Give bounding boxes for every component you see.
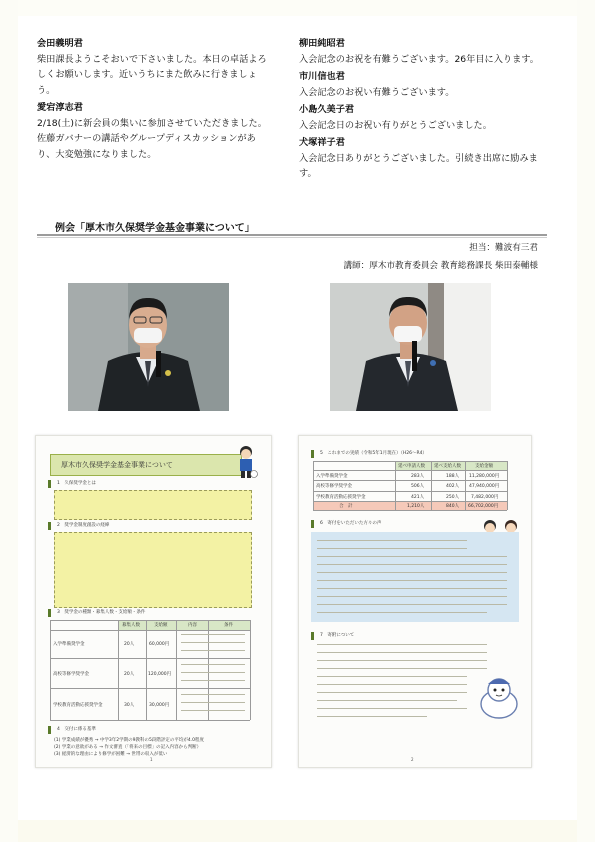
text-line: [317, 708, 467, 709]
table-line: [313, 480, 507, 481]
handout-section-heading: 5 これまでの実績（令和5年1月現在）（H26～R4）: [311, 450, 427, 458]
page-number: 1: [150, 757, 153, 762]
city-mascot-illustration: [477, 674, 521, 720]
page-number: 2: [411, 757, 414, 762]
mascot-illustration: [234, 444, 258, 480]
table-line: [465, 461, 466, 510]
table-header: 延べ申請人数: [398, 464, 425, 469]
member-name: 愛宕淳志君: [37, 102, 83, 113]
member-message: 2/18(土)に新会員の集いに参加させていただきました。佐藤ガバナーの講話やグループディスカッションがあり、大変勉強になりました。: [37, 117, 267, 160]
speaker-photo-2: [330, 283, 491, 411]
results-cell: 840人: [446, 504, 460, 509]
member-name: 市川信也君: [299, 71, 345, 82]
handout-section-heading: 2 奨学金制度創設の経緯: [48, 522, 109, 530]
text-line: [317, 700, 457, 701]
table-line: [313, 461, 314, 510]
text-line: [317, 604, 507, 605]
handout-section-heading: 6 寄付をいただいた方々の声: [311, 520, 381, 528]
results-cell: 506人: [411, 484, 425, 489]
text-line: [317, 596, 507, 597]
table-line: [507, 461, 508, 510]
results-cell: 402人: [446, 484, 460, 489]
results-cell: 421人: [411, 495, 425, 500]
table-line: [313, 470, 507, 471]
table-line: [50, 630, 250, 631]
text-line: [181, 694, 245, 695]
messages-right-column: [299, 36, 539, 184]
table-cell: 入学準備奨学金: [53, 642, 85, 647]
text-line: [181, 634, 245, 635]
table-line: [431, 461, 432, 510]
section-title: 例会「厚木市久保奨学金基金事業について」: [55, 223, 255, 234]
table-cell: 学校教育活動応援奨学金: [53, 703, 103, 708]
table-line: [50, 620, 250, 621]
table-line: [313, 501, 507, 502]
text-line: [317, 548, 467, 549]
criteria-line: (1) 学業成績が優秀 → 中学3年2学期の9教科の5段階評定の平均が4.0程度: [54, 738, 205, 743]
text-line: [181, 702, 245, 703]
text-line: [317, 676, 467, 677]
criteria-line: (3) 経済的な理由により修学が困難 → 世帯の収入が低い: [54, 752, 168, 757]
table-header: 支給金額: [475, 464, 493, 469]
table-line: [313, 510, 507, 511]
text-line: [317, 660, 487, 661]
highlight-box: [54, 490, 252, 520]
results-cell: 283人: [411, 474, 425, 479]
member-message: 柴田課長ようこそおいで下さいました。本日の卓話よろしくお願いします。近いうちにまた飲みに行きましょう。: [37, 53, 267, 96]
table-line: [313, 491, 507, 492]
text-line: [317, 572, 507, 573]
table-header: 条件: [224, 623, 233, 628]
text-line: [181, 642, 245, 643]
heading-rule: [37, 234, 547, 236]
results-cell: 学校教育活動応援奨学金: [316, 495, 366, 500]
member-name: 柳田純昭君: [299, 38, 345, 49]
member-name: 犬塚祥子君: [299, 137, 345, 148]
table-line: [50, 658, 250, 659]
table-line: [50, 620, 51, 720]
section-heading: [37, 218, 540, 236]
text-line: [317, 668, 487, 669]
text-line: [181, 664, 245, 665]
results-cell: 7,482,000円: [471, 495, 499, 500]
results-cell: 入学準備奨学金: [316, 474, 348, 479]
handout-page-1: [35, 435, 272, 768]
criteria-line: (2) 学業の意欲がある → 作文審査（「将来の目標」の記入内容から判断）: [54, 745, 202, 750]
table-header: 支給額: [154, 623, 168, 628]
handout-title: 厚木市久保奨学金基金事業について: [50, 454, 242, 476]
table-cell: 20人: [124, 642, 135, 647]
testimonial-box: [311, 532, 519, 622]
page-edge-bottom: [0, 820, 595, 842]
table-cell: 120,000円: [148, 672, 172, 677]
page-edge-top: [0, 0, 595, 16]
member-name: 会田義明君: [37, 38, 83, 49]
text-line: [317, 652, 487, 653]
table-line: [50, 688, 250, 689]
speaker-figure-2: [330, 283, 491, 411]
member-name: 小島久美子君: [299, 104, 355, 115]
member-message: 入会記念日のお祝い有りがとうございました。: [299, 119, 492, 131]
table-line: [118, 620, 119, 720]
handout-section-heading: 7 寄附について: [311, 632, 354, 640]
highlight-box: [54, 532, 252, 608]
table-line: [176, 620, 177, 720]
text-line: [181, 650, 245, 651]
text-line: [317, 556, 507, 557]
table-line: [208, 620, 209, 720]
text-line: [181, 672, 245, 673]
table-line: [313, 461, 507, 462]
table-header: 延べ支給人数: [434, 464, 461, 469]
text-line: [317, 684, 467, 685]
table-line: [395, 461, 396, 510]
text-line: [181, 680, 245, 681]
table-cell: 30,000円: [149, 703, 170, 708]
text-line: [317, 564, 507, 565]
table-cell: 30人: [124, 703, 135, 708]
results-cell: 47,940,000円: [469, 484, 500, 489]
handout-section-heading: 1 久保奨学金とは: [48, 480, 96, 488]
speaker-photo-1: [68, 283, 229, 411]
member-message: 入会記念のお祝い有難うございます。: [299, 86, 455, 98]
handout-page-2: [298, 435, 532, 768]
table-cell: 60,000円: [149, 642, 170, 647]
text-line: [317, 540, 467, 541]
text-line: [317, 612, 487, 613]
text-line: [317, 580, 507, 581]
table-line: [50, 720, 250, 721]
results-cell: 1,210人: [407, 504, 425, 509]
table-header: 内容: [188, 623, 197, 628]
heading-rule-thin: [37, 237, 547, 238]
results-cell: 66,702,000円: [468, 504, 499, 509]
page-edge-left: [0, 0, 18, 842]
results-cell: 高校等修学奨学金: [316, 484, 352, 489]
text-line: [317, 588, 507, 589]
handout-section-heading: 4 交付に係る基準: [48, 726, 96, 734]
table-cell: 20人: [124, 672, 135, 677]
results-cell: 合 計: [339, 504, 353, 509]
results-cell: 188人: [446, 474, 460, 479]
speaker-credit: 講師：厚木市教育委員会 教育総務課長 柴田泰輔様: [343, 261, 538, 271]
table-cell: 高校等修学奨学金: [53, 672, 89, 677]
table-line: [146, 620, 147, 720]
text-line: [181, 710, 245, 711]
table-line: [250, 620, 251, 720]
member-message: 入会記念のお祝を有難うございます。26年目に入ります。: [299, 53, 539, 65]
results-cell: 250人: [446, 495, 460, 500]
text-line: [317, 716, 427, 717]
page-edge-right: [577, 0, 595, 842]
text-line: [317, 692, 467, 693]
table-header: 募集人数: [122, 623, 140, 628]
text-line: [317, 644, 487, 645]
results-cell: 11,280,000円: [469, 474, 500, 479]
host-credit: 担当：難波有三君: [469, 243, 538, 253]
member-message: 入会記念日ありがとうございました。引続き出席に励みます。: [299, 152, 538, 179]
speaker-figure-1: [68, 283, 229, 411]
handout-section-heading: 3 奨学金の種類・募集人数・支給額・条件: [48, 609, 145, 617]
messages-left-column: [37, 36, 273, 164]
